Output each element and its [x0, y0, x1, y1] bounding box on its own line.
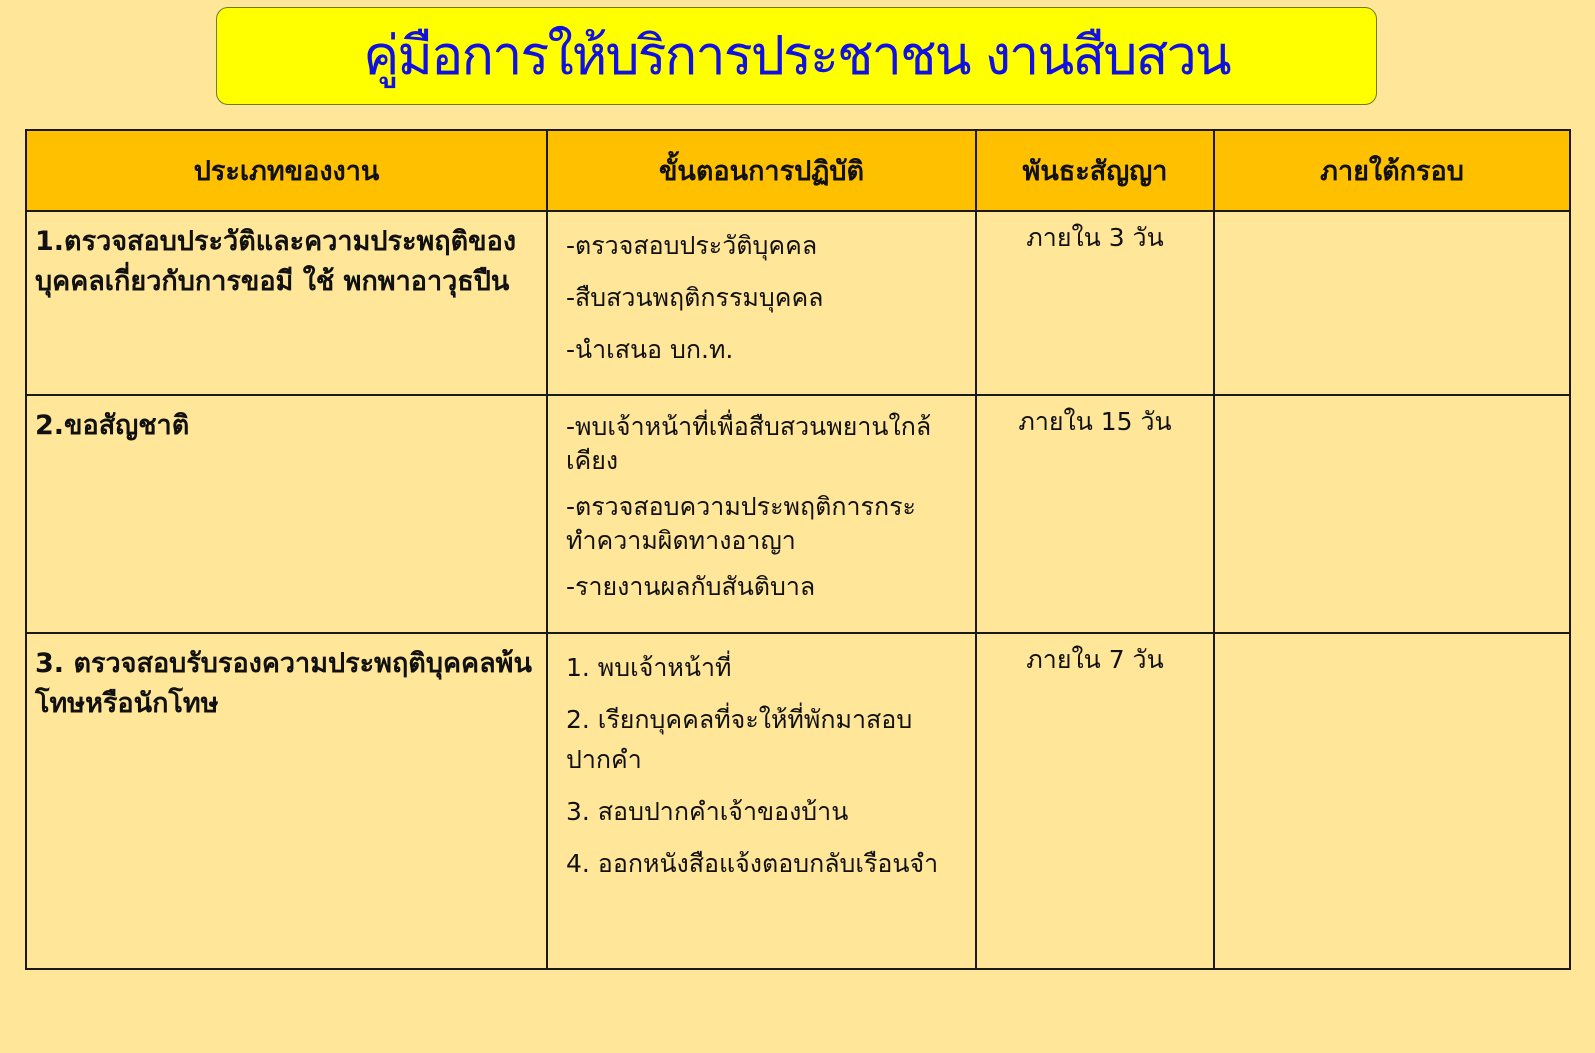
procedure-step: -สืบสวนพฤติกรรมบุคคล: [566, 283, 824, 312]
job-type-cell: 1.ตรวจสอบประวัติและความประพฤติของบุคคลเกี่ยวกับการขอมี ใช้ พกพาอาวุธปืน: [26, 211, 547, 395]
job-type-cell: 3. ตรวจสอบรับรองความประพฤติบุคคลพ้นโทษหรือนักโทษ: [26, 633, 547, 969]
procedure-cell: [547, 633, 976, 969]
header-procedure: ขั้นตอนการปฏิบัติ: [547, 130, 976, 211]
header-commitment: พันธะสัญญา: [976, 130, 1214, 211]
procedure-step: 4. ออกหนังสือแจ้งตอบกลับเรือนจำ: [566, 849, 939, 878]
procedure-step: 2. เรียกบุคคลที่จะให้ที่พักมาสอบปากคำ: [566, 705, 913, 774]
table-row: [26, 211, 1570, 395]
procedure-step: -พบเจ้าหน้าที่เพื่อสืบสวนพยานใกล้เคียง: [566, 412, 932, 475]
service-table: [25, 129, 1571, 970]
procedure-step: -นำเสนอ บก.ท.: [566, 335, 734, 364]
commitment-cell: ภายใน 7 วัน: [976, 633, 1214, 969]
header-row: [26, 130, 1570, 211]
procedure-step: -รายงานผลกับสันติบาล: [566, 572, 816, 601]
table-row: [26, 633, 1570, 969]
job-type-cell: 2.ขอสัญชาติ: [26, 395, 547, 633]
commitment-cell: ภายใน 3 วัน: [976, 211, 1214, 395]
procedure-step: 3. สอบปากคำเจ้าของบ้าน: [566, 797, 849, 826]
page-title: คู่มือการให้บริการประชาชน งานสืบสวน: [363, 24, 1230, 87]
table-row: [26, 395, 1570, 633]
procedure-step: 1. พบเจ้าหน้าที่: [566, 653, 732, 682]
framework-cell: [1214, 211, 1570, 395]
title-banner: [216, 7, 1377, 105]
framework-cell: [1214, 633, 1570, 969]
framework-cell: [1214, 395, 1570, 633]
procedure-cell: [547, 211, 976, 395]
procedure-step: -ตรวจสอบประวัติบุคคล: [566, 231, 818, 260]
procedure-step: -ตรวจสอบความประพฤติการกระทำความผิดทางอาญา: [566, 492, 916, 555]
header-job-type: ประเภทของงาน: [26, 130, 547, 211]
header-framework: ภายใต้กรอบ: [1214, 130, 1570, 211]
commitment-cell: ภายใน 15 วัน: [976, 395, 1214, 633]
procedure-cell: [547, 395, 976, 633]
